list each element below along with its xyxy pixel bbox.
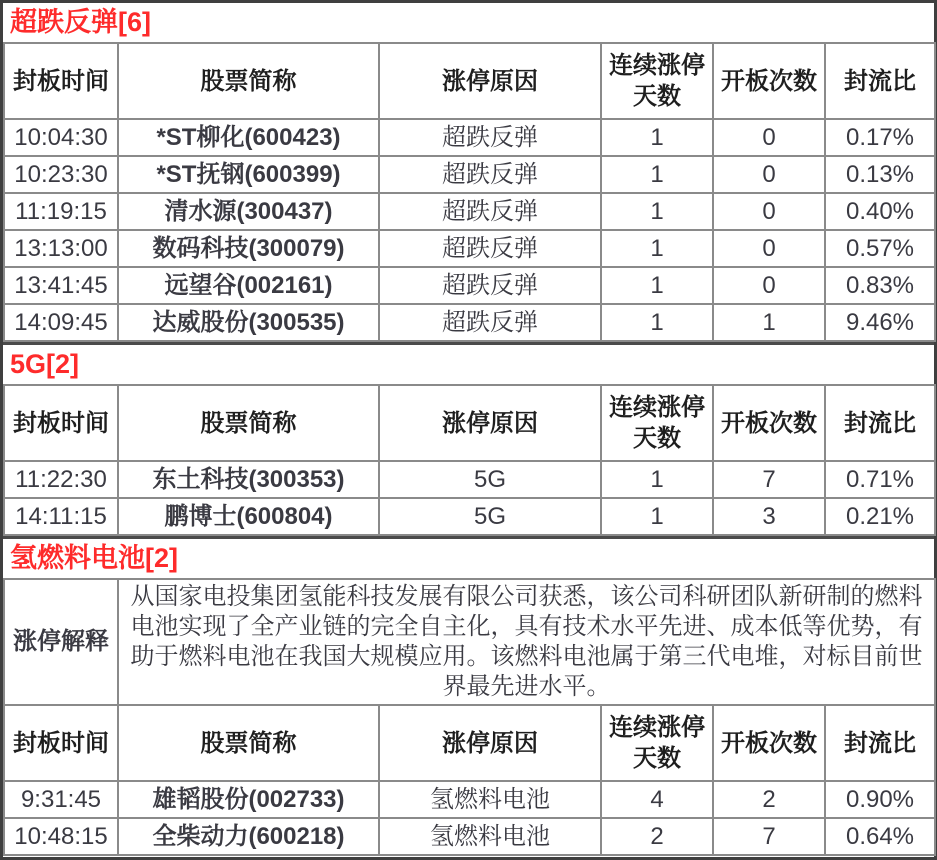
stock-link[interactable]: 数码科技(300079) [118,230,379,267]
consecutive-days-cell: 1 [601,267,713,304]
table-row [4,781,935,818]
open-count-cell: 0 [713,193,825,230]
stock-table [3,42,936,342]
table-row [4,193,935,230]
consecutive-days-cell: 1 [601,193,713,230]
open-count-cell: 0 [713,156,825,193]
consecutive-days-cell: 1 [601,498,713,535]
open-count-cell: 0 [713,230,825,267]
seal-ratio-cell: 0.13% [825,156,935,193]
explanation-label: 涨停解释 [4,579,118,705]
header-row [4,385,935,461]
consecutive-days-cell: 2 [601,818,713,855]
open-count-cell: 0 [713,267,825,304]
stock-link[interactable]: *ST抚钢(600399) [118,156,379,193]
stock-link[interactable]: 鹏博士(600804) [118,498,379,535]
open-count-cell: 7 [713,461,825,498]
open-count-cell: 1 [713,304,825,341]
limit-reason-cell: 5G [379,461,601,498]
consecutive-days-cell: 1 [601,461,713,498]
limit-reason-cell: 超跌反弹 [379,230,601,267]
section-hydrogen-fuel-cell [3,536,934,856]
explanation-row [4,579,935,705]
limit-reason-cell: 超跌反弹 [379,304,601,341]
col-header-seal-time: 封板时间 [4,705,118,781]
stock-link[interactable]: 东土科技(300353) [118,461,379,498]
limit-reason-cell: 超跌反弹 [379,193,601,230]
stock-link[interactable]: 全柴动力(600218) [118,818,379,855]
stock-link[interactable]: 远望谷(002161) [118,267,379,304]
table-row [4,498,935,535]
section-title: 5G[2] [10,349,80,379]
col-header-consecutive-days: 连续涨停天数 [601,43,713,119]
section-title: 超跌反弹[6] [10,7,151,37]
table-row [4,304,935,341]
col-header-stock-name: 股票简称 [118,705,379,781]
seal-ratio-cell: 0.83% [825,267,935,304]
explanation-text: 从国家电投集团氢能科技发展有限公司获悉，该公司科研团队新研制的燃料电池实现了全产业链的完全自主化，具有技术水平先进、成本低等优势，有助于燃料电池在我国大规模应用。该燃料电池属于第三代电堆，对标目前世界最先进水平。 [118,579,935,705]
col-header-seal-ratio: 封流比 [825,43,935,119]
seal-ratio-cell: 0.64% [825,818,935,855]
col-header-open-count: 开板次数 [713,705,825,781]
col-header-consecutive-days: 连续涨停天数 [601,385,713,461]
col-header-limit-reason: 涨停原因 [379,385,601,461]
seal-time-cell: 9:31:45 [4,781,118,818]
header-row [4,43,935,119]
limit-reason-cell: 超跌反弹 [379,267,601,304]
col-header-seal-ratio: 封流比 [825,705,935,781]
consecutive-days-cell: 4 [601,781,713,818]
table-row [4,156,935,193]
consecutive-days-cell: 1 [601,230,713,267]
col-header-limit-reason: 涨停原因 [379,43,601,119]
stock-link[interactable]: 雄韬股份(002733) [118,781,379,818]
open-count-cell: 7 [713,818,825,855]
header-row [4,705,935,781]
section-5g [3,342,934,536]
stock-table [3,384,936,536]
stock-link[interactable]: *ST柳化(600423) [118,119,379,156]
seal-time-cell: 14:11:15 [4,498,118,535]
col-header-open-count: 开板次数 [713,385,825,461]
limit-reason-cell: 超跌反弹 [379,156,601,193]
col-header-open-count: 开板次数 [713,43,825,119]
seal-ratio-cell: 0.90% [825,781,935,818]
seal-ratio-cell: 0.21% [825,498,935,535]
col-header-seal-ratio: 封流比 [825,385,935,461]
consecutive-days-cell: 1 [601,119,713,156]
consecutive-days-cell: 1 [601,156,713,193]
seal-time-cell: 14:09:45 [4,304,118,341]
seal-ratio-cell: 0.57% [825,230,935,267]
seal-time-cell: 13:13:00 [4,230,118,267]
open-count-cell: 3 [713,498,825,535]
section-oversold-rebound [3,3,934,342]
col-header-limit-reason: 涨停原因 [379,705,601,781]
stock-table [3,578,936,856]
seal-time-cell: 10:48:15 [4,818,118,855]
consecutive-days-cell: 1 [601,304,713,341]
limit-reason-cell: 5G [379,498,601,535]
seal-ratio-cell: 9.46% [825,304,935,341]
seal-ratio-cell: 0.40% [825,193,935,230]
col-header-seal-time: 封板时间 [4,43,118,119]
col-header-seal-time: 封板时间 [4,385,118,461]
table-row [4,119,935,156]
stock-link[interactable]: 清水源(300437) [118,193,379,230]
seal-time-cell: 13:41:45 [4,267,118,304]
seal-time-cell: 11:22:30 [4,461,118,498]
open-count-cell: 0 [713,119,825,156]
limit-reason-cell: 氢燃料电池 [379,818,601,855]
limit-reason-cell: 氢燃料电池 [379,781,601,818]
table-row [4,461,935,498]
seal-ratio-cell: 0.17% [825,119,935,156]
table-row [4,230,935,267]
open-count-cell: 2 [713,781,825,818]
limit-reason-cell: 超跌反弹 [379,119,601,156]
seal-ratio-cell: 0.71% [825,461,935,498]
section-title: 氢燃料电池[2] [10,543,178,573]
col-header-stock-name: 股票简称 [118,385,379,461]
seal-time-cell: 11:19:15 [4,193,118,230]
seal-time-cell: 10:23:30 [4,156,118,193]
table-row [4,267,935,304]
stock-link[interactable]: 达威股份(300535) [118,304,379,341]
table-row [4,818,935,855]
seal-time-cell: 10:04:30 [4,119,118,156]
col-header-stock-name: 股票简称 [118,43,379,119]
col-header-consecutive-days: 连续涨停天数 [601,705,713,781]
